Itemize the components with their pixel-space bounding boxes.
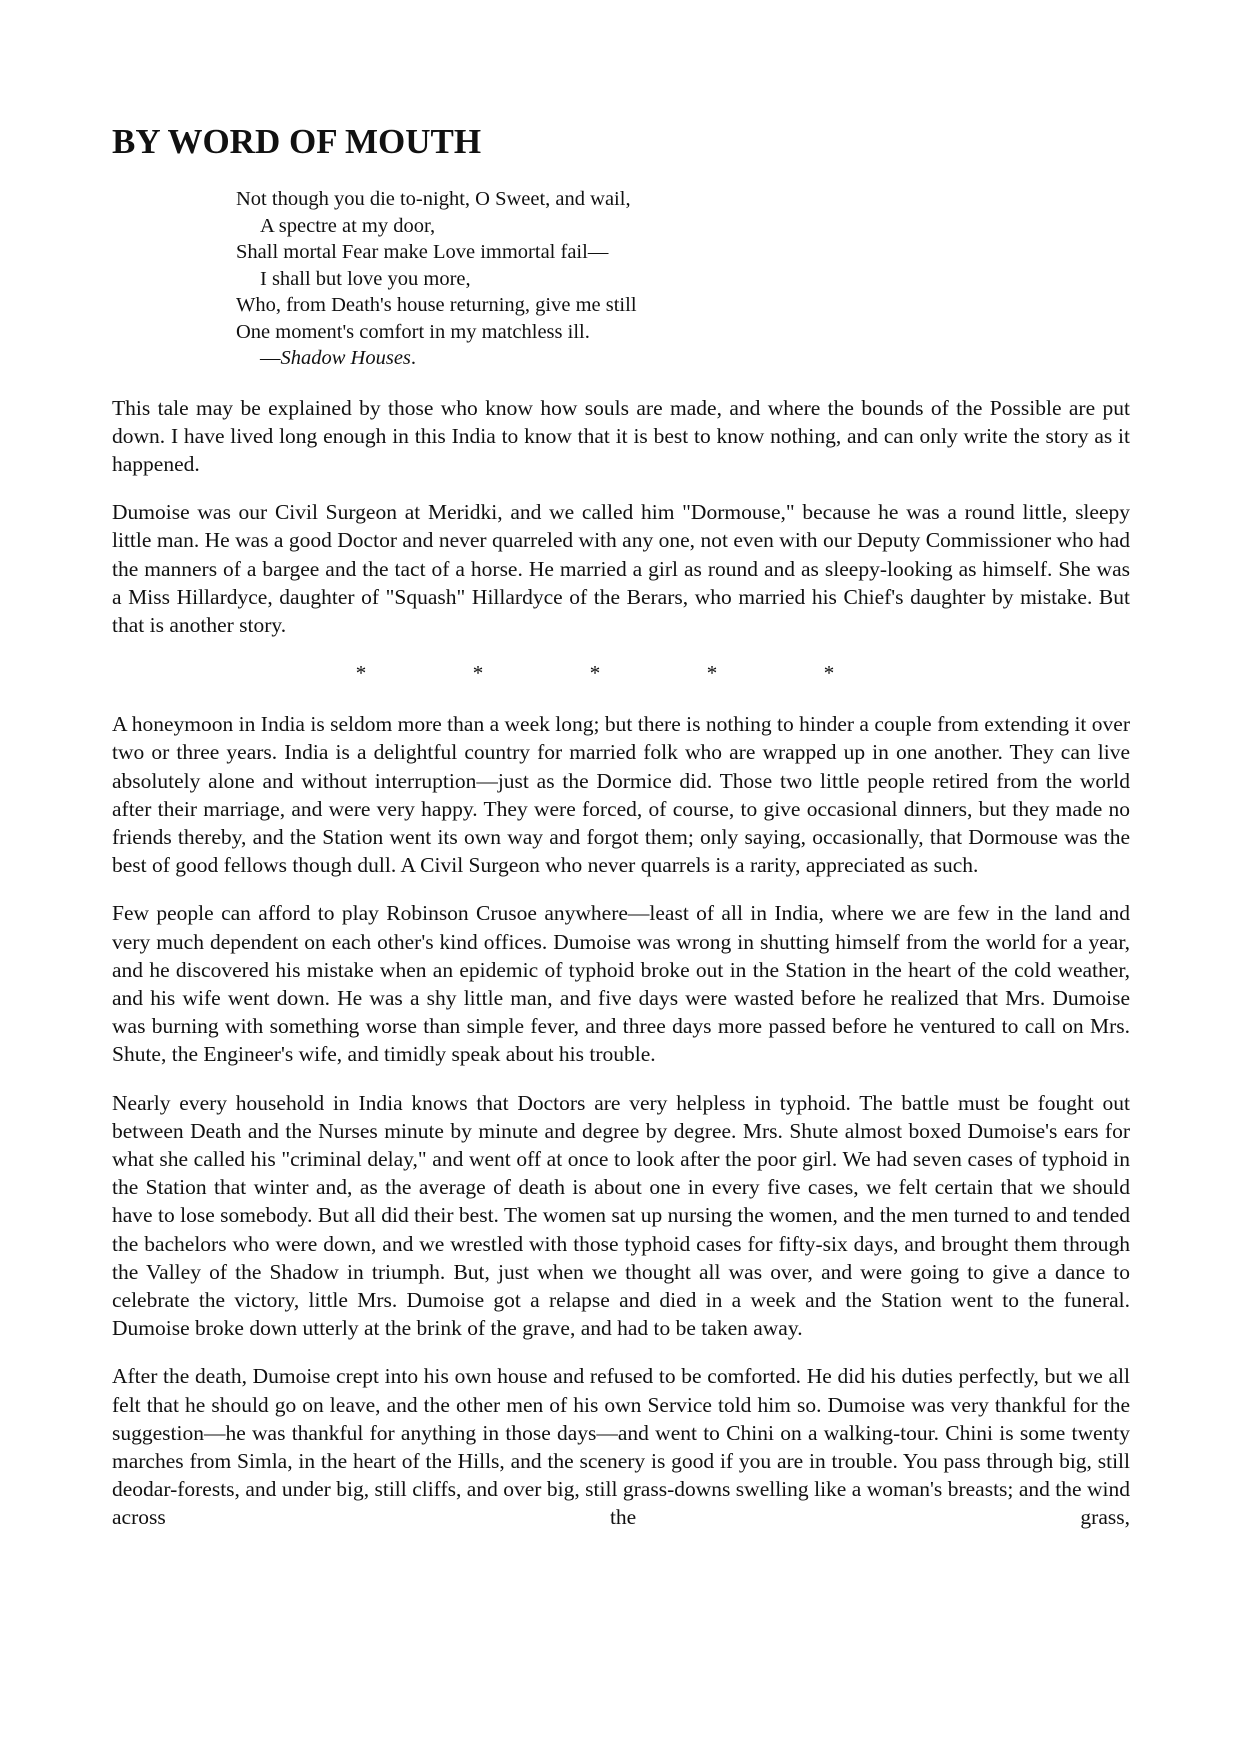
epigraph-line: I shall but love you more, bbox=[260, 267, 471, 290]
section-separator bbox=[355, 659, 835, 687]
epigraph-source-title: Shadow Houses bbox=[280, 347, 411, 369]
paragraph: Nearly every household in India knows that Doctors are very helpless in typhoid. The battle must be fought out between Death and the Nurses minute by minute and degree by degree. Mrs. Shute almost boxed Dumoise's ears for what she called his "criminal delay," and went off at once to look after the poor girl. We had seven cases of typhoid in the Station that winter and, as the average of death is about one in every five cases, we felt certain that we should have to lose somebody. But all did their best. The women sat up nursing the women, and the men turned to and tended the bachelors who were down, and we wrestled with those typhoid cases for fifty-six days, and brought them through the Valley of the Shadow in triumph. But, just when we thought all was over, and were going to give a dance to celebrate the victory, little Mrs. Dumoise got a relapse and died in a week and the Station went to the funeral. Dumoise broke down utterly at the brink of the grave, and had to be taken away. bbox=[112, 1090, 1130, 1341]
separator-star: * bbox=[706, 661, 718, 686]
separator-star: * bbox=[472, 661, 484, 686]
epigraph bbox=[236, 186, 1130, 372]
separator-star: * bbox=[823, 661, 835, 686]
epigraph-line: Shall mortal Fear make Love immortal fail— bbox=[236, 241, 609, 263]
epigraph-line: One moment's comfort in my matchless ill. bbox=[236, 320, 590, 343]
paragraph: This tale may be explained by those who know how souls are made, and where the bounds of the Possible are put down. I have lived long enough in this India to know that it is best to know nothing, and can only write the story as it happened. bbox=[112, 395, 1130, 476]
document-page bbox=[112, 118, 1130, 1532]
epigraph-source-dash: — bbox=[260, 347, 281, 369]
epigraph-line: A spectre at my door, bbox=[260, 214, 436, 237]
epigraph-line: Not though you die to-night, O Sweet, and wail, bbox=[236, 188, 631, 210]
paragraph: Few people can afford to play Robinson Crusoe anywhere—least of all in India, where we are few in the land and very much dependent on each other's kind offices. Dumoise was wrong in shutting himself from the world for a year, and he discovered his mistake when an epidemic of typhoid broke out in the Station in the heart of the cold weather, and his wife went down. He was a shy little man, and five days were wasted before he realized that Mrs. Dumoise was burning with something worse than simple fever, and three days more passed before he ventured to call on Mrs. Shute, the Engineer's wife, and timidly speak about his trouble. bbox=[112, 901, 1130, 1067]
paragraph: A honeymoon in India is seldom more than a week long; but there is nothing to hinder a couple from extending it over two or three years. India is a delightful country for married folk who are wrapped up in one another. They can live absolutely alone and without interruption—just as the Dormice did. Those two little people retired from the world after their marriage, and were very happy. They were forced, of course, to give occasional dinners, but they made no friends thereby, and the Station went its own way and forgot them; only saying, occasionally, that Dormouse was the best of good fellows though dull. A Civil Surgeon who never quarrels is a rarity, appreciated as such. bbox=[112, 712, 1130, 878]
epigraph-source bbox=[236, 345, 1130, 372]
chapter-title: BY WORD OF MOUTH bbox=[112, 122, 482, 161]
paragraph: After the death, Dumoise crept into his own house and refused to be comforted. He did his duties perfectly, but we all felt that he should go on leave, and the other men of his own Service told him so. Dumoise was very thankful for the suggestion—he was thankful for anything in those days—and went to Chini on a walking-tour. Chini is some twenty marches from Simla, in the heart of the Hills, and the scenery is good if you are in trouble. You pass through big, still deodar-forests, and under big, still cliffs, and over big, still grass-downs swelling like a woman's breasts; and the wind across the grass, bbox=[112, 1364, 1130, 1530]
epigraph-line: Who, from Death's house returning, give me still bbox=[236, 294, 637, 316]
epigraph-source-end: . bbox=[410, 347, 417, 369]
separator-star: * bbox=[589, 661, 601, 686]
separator-star: * bbox=[355, 661, 367, 686]
paragraph: Dumoise was our Civil Surgeon at Meridki, and we called him "Dormouse," because he was a round little, sleepy little man. He was a good Doctor and never quarreled with any one, not even with our Deputy Commissioner who had the manners of a bargee and the tact of a horse. He married a girl as round and as sleepy-looking as himself. She was a Miss Hillardyce, daughter of "Squash" Hillardyce of the Berars, who married his Chief's daughter by mistake. But that is another story. bbox=[112, 500, 1130, 637]
